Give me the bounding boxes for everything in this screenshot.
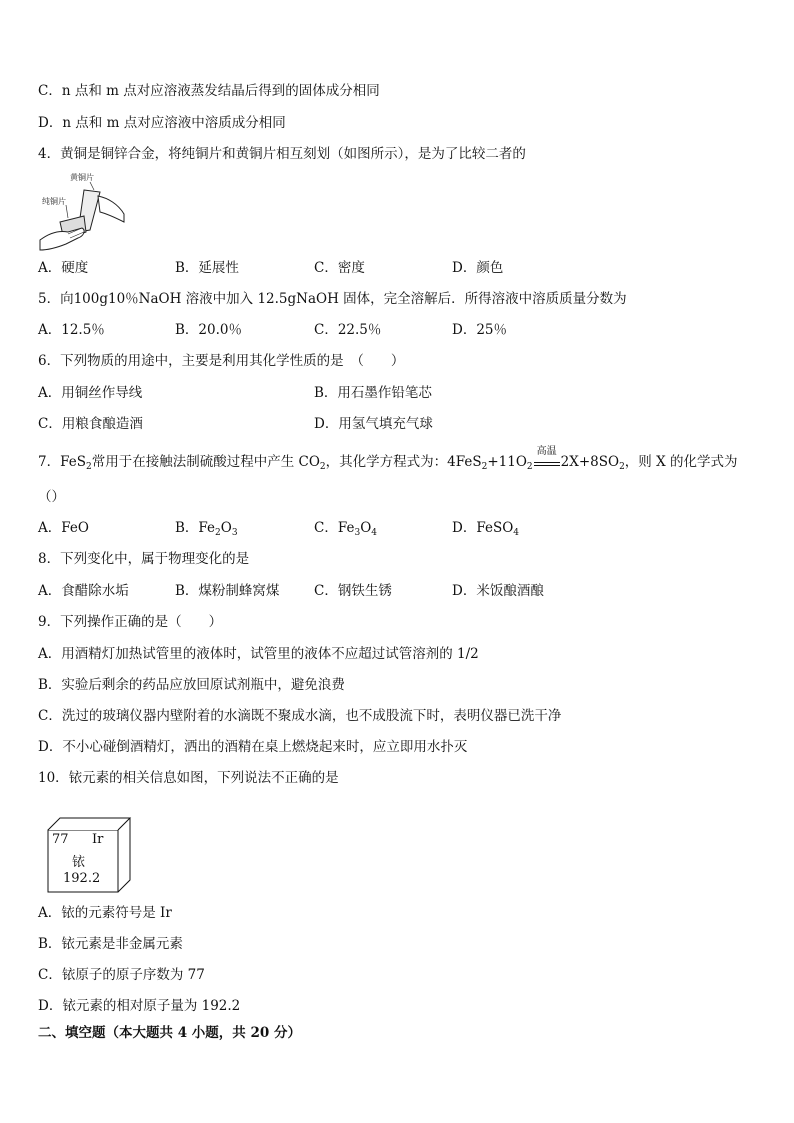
- hand-right: [98, 196, 124, 222]
- q9-option-d: D．不小心碰倒酒精灯，洒出的酒精在桌上燃烧起来时，应立即用水扑灭: [38, 739, 468, 755]
- question-5: 5．向100g10％NaOH 溶液中加入 12.5gNaOH 固体，完全溶解后．所得溶液中溶质质量分数为: [38, 291, 627, 307]
- q9-option-b: B．实验后剩余的药品应放回原试剂瓶中，避免浪费: [38, 677, 345, 693]
- q7-option-b: B．$Fe_2O_3$: [175, 520, 238, 538]
- q9-option-a: A．用酒精灯加热试管里的液体时，试管里的液体不应超过试管溶剂的 1/2: [38, 646, 479, 662]
- option-d-previous: D．n 点和 m 点对应溶液中溶质成分相同: [38, 115, 286, 131]
- q9-option-c: C．洗过的玻璃仪器内壁附着的水滴既不聚成水滴，也不成股流下时，表明仪器已洗干净: [38, 708, 562, 724]
- q8-option-a: A．食醋除水垢: [38, 583, 129, 599]
- brass-label: 黄铜片: [70, 173, 94, 182]
- q4-option-d: D．颜色: [452, 260, 504, 276]
- element-symbol: Ir: [92, 832, 104, 847]
- q10-option-c: C．铱原子的原子序数为 77: [38, 967, 205, 983]
- q5-option-c: C．22.5％: [314, 322, 382, 338]
- q7-option-d: D．FeSO$_4$: [452, 520, 519, 538]
- q10-option-a: A．铱的元素符号是 Ir: [38, 905, 172, 921]
- q4-option-a: A．硬度: [38, 260, 89, 276]
- q6-option-b: B．用石墨作铅笔芯: [314, 385, 432, 401]
- question-7-paren: （）: [38, 489, 65, 505]
- q4-option-c: C．密度: [314, 260, 365, 276]
- q5-option-d: D．25％: [452, 322, 508, 338]
- q10-option-b: B．铱元素是非金属元素: [38, 936, 183, 952]
- element-atomic-number: 77: [52, 832, 69, 847]
- option-c-previous: C．n 点和 m 点对应溶液蒸发结晶后得到的固体成分相同: [38, 83, 380, 99]
- q6-option-d: D．用氢气填充气球: [314, 416, 433, 432]
- question-8: 8．下列变化中，属于物理变化的是: [38, 551, 250, 567]
- question-10: 10．铱元素的相关信息如图，下列说法不正确的是: [38, 770, 339, 786]
- question-4: 4．黄铜是铜锌合金，将纯铜片和黄铜片相互刻划（如图所示），是为了比较二者的: [38, 146, 526, 162]
- q5-option-b: B．20.0％: [175, 322, 242, 338]
- section-2-heading: 二、填空题（本大题共 4 小题，共 20 分）: [38, 1025, 301, 1041]
- reaction-condition: 高温: [534, 452, 560, 466]
- question-9: 9．下列操作正确的是（ ）: [38, 614, 223, 630]
- q7-option-c: C．$Fe_3O_4$: [314, 520, 377, 538]
- element-name: 铱: [72, 855, 86, 870]
- q8-option-b: B．煤粉制蜂窝煤: [175, 583, 280, 599]
- element-card: [38, 810, 138, 896]
- hand-left: [40, 228, 84, 250]
- q10-option-d: D．铱元素的相对原子量为 192.2: [38, 998, 241, 1014]
- question-7: 7．FeS$_2$常用于在接触法制硫酸过程中产生 $CO_2$，其化学方程式为：$4FeS_2+11O_2$ 高温 $2X+8SO_2$，则 X 的化学式为: [38, 446, 738, 472]
- q7-option-a: A．FeO: [38, 520, 89, 536]
- scratch-test-figure: [38, 170, 126, 252]
- q8-option-c: C．钢铁生锈: [314, 583, 392, 599]
- question-6: 6．下列物质的用途中，主要是利用其化学性质的是 （ ）: [38, 353, 405, 369]
- copper-label: 纯铜片: [42, 197, 66, 206]
- q6-option-a: A．用铜丝作导线: [38, 385, 143, 401]
- q8-option-d: D．米饭酿酒酿: [452, 583, 544, 599]
- element-atomic-mass: 192.2: [63, 871, 101, 886]
- q4-option-b: B．延展性: [175, 260, 239, 276]
- q5-option-a: A．12.5％: [38, 322, 105, 338]
- q6-option-c: C．用粮食酿造酒: [38, 416, 143, 432]
